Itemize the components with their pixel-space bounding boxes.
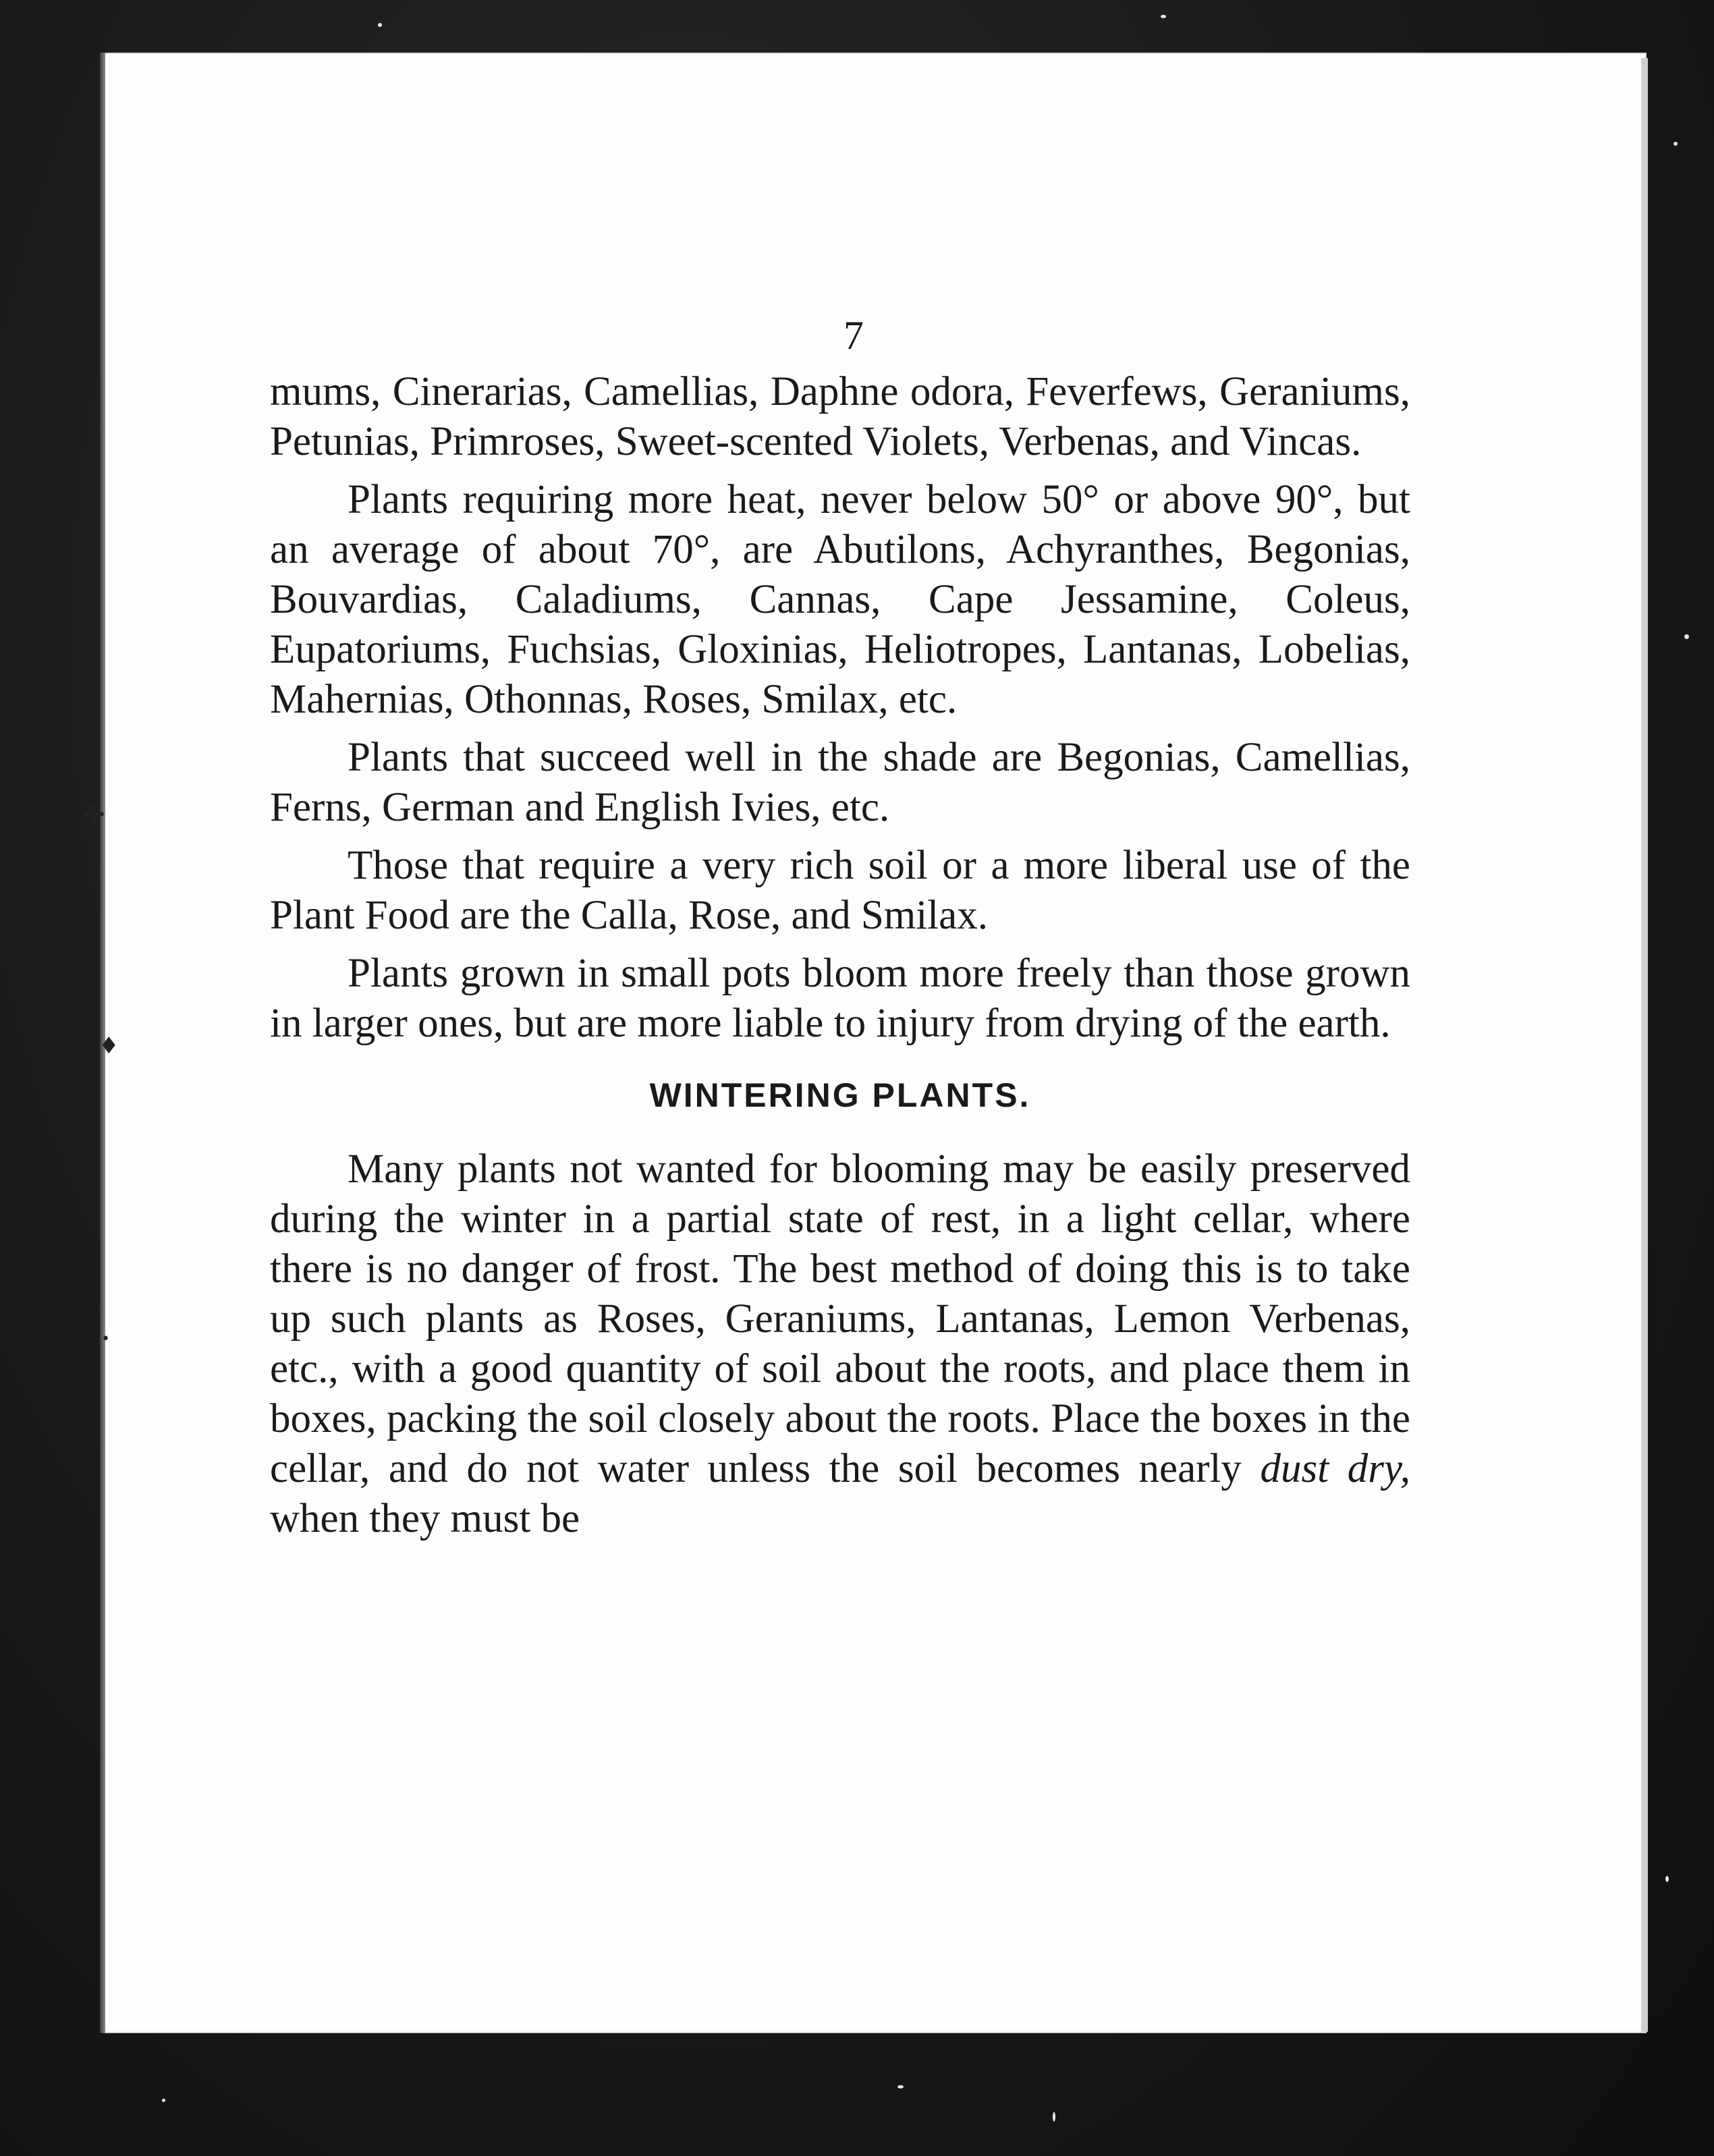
- dust-speck: [1665, 1876, 1669, 1882]
- section-heading: WINTERING PLANTS.: [649, 1076, 1031, 1114]
- dust-speck: [1161, 15, 1166, 18]
- paragraph-wintering: [270, 1144, 1410, 1544]
- wintering-italic-text: dust dry,: [1260, 1446, 1410, 1491]
- spine-small-mark: •: [101, 1331, 110, 1348]
- paragraph-small-pots: Plants grown in small pots bloom more freely than those grown in larger ones, but are more liable to injury from drying of the earth.: [270, 951, 1410, 1046]
- wintering-text: Many plants not wanted for blooming may be easily preserved during the winter in a partial state of rest, in a light cellar, where there is no danger of frost. The best method of doing this is to take up such plants as Roses, Geraniums, Lantanas, Lemon Verbenas, etc., with a good quantity of soil about the roots, and place them in boxes, packing the soil closely about the roots. Place the boxes in the cellar, and do not water unless the soil becomes nearly: [270, 1146, 1410, 1491]
- dust-speck: [378, 23, 382, 27]
- paragraph-continued: mums, Cinerarias, Camellias, Daphne odora, Feverfews, Geraniums, Petunias, Primroses, Sweet-scented Violets, Verbenas, and Vincas.: [270, 369, 1410, 464]
- spine-dot-mark: ♦: [99, 1032, 119, 1059]
- dust-speck: [897, 2085, 904, 2089]
- page-text: [270, 310, 1410, 1552]
- paragraph-shade-plants: Plants that succeed well in the shade are Begonias, Camellias, Ferns, German and English Ivies, etc.: [270, 735, 1410, 830]
- dust-speck: [1684, 634, 1689, 639]
- spine-tack-mark: ✢: [82, 800, 105, 831]
- paragraph-rich-soil: Those that require a very rich soil or a more liberal use of the Plant Food are the Calla, Rose, and Smilax.: [270, 843, 1410, 938]
- wintering-text-end: when they must be: [270, 1496, 580, 1541]
- dust-speck: [1053, 2112, 1055, 2122]
- page-edge: [1641, 58, 1648, 2032]
- dust-speck: [1674, 142, 1678, 146]
- dust-speck: [162, 2099, 165, 2102]
- page-number: 7: [844, 313, 864, 358]
- paragraph-heat-plants: Plants requiring more heat, never below 50° or above 90°, but an average of about 70°, are Abutilons, Achyranthes, Begonias, Bouvardias, Caladiums, Cannas, Cape Jessamine, Coleus, Eupatoriums, Fuchsias, Gloxinias, Heliotropes, Lantanas, Lobelias, Mahernias, Othonnas, Roses, Smilax, etc.: [270, 477, 1410, 722]
